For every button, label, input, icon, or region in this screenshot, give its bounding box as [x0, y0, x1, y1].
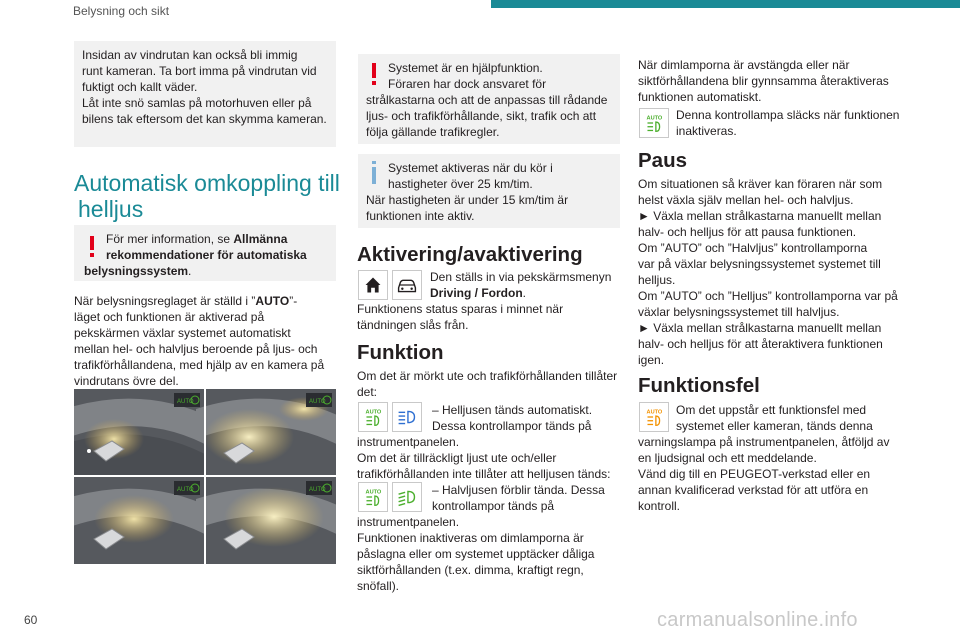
- high-beam-line: instrumentpanelen.: [357, 435, 460, 449]
- car-icon: [392, 270, 422, 300]
- function-line: det:: [357, 385, 378, 399]
- body-line: pekskärmen växlar systemet automatiskt: [74, 326, 291, 340]
- svg-text:AUTO: AUTO: [309, 399, 326, 405]
- warning-link-bold: rekommendationer för automatiska: [106, 248, 307, 262]
- body-line: vindrutans övre del.: [74, 374, 179, 388]
- pause-line: helljus.: [638, 273, 676, 287]
- panel-low-beam-lit-street: [196, 477, 336, 564]
- low-beam-line: instrumentpanelen.: [357, 515, 460, 529]
- fault-line: annan kvalificerad verkstad för att utföra en: [638, 483, 869, 497]
- high-beam-icon: [392, 402, 422, 432]
- fault-line: systemet eller kameran, tänds denna: [676, 419, 873, 433]
- info-line: Låt inte snö samlas på motorhuven eller på: [82, 96, 312, 110]
- svg-text:AUTO: AUTO: [309, 487, 326, 493]
- warning-line: Systemet är en hjälpfunktion.: [388, 61, 543, 75]
- warning-line: strålkastarna och att de anpassas till rådande: [366, 93, 608, 107]
- info-i-stem: [372, 167, 376, 184]
- heading-fault: Funktionsfel: [638, 374, 760, 397]
- body-line: trafikförhållandena, med hjälp av en kamera på: [74, 358, 325, 372]
- reactivation-line: När dimlamporna är avstängda eller när: [638, 58, 850, 72]
- lamp-off-text: [676, 107, 916, 139]
- info-i-icon: [372, 161, 376, 164]
- activation-line: tändningen slås från.: [357, 318, 469, 332]
- pause-line: Om situationen så kräver kan föraren när som: [638, 177, 883, 191]
- pause-paragraph: [638, 176, 918, 368]
- svg-text:AUTO: AUTO: [646, 115, 663, 122]
- high-beam-line: – Helljusen tänds automatiskt.: [432, 403, 593, 417]
- lamp-off-line: inaktiveras.: [676, 124, 737, 138]
- body-line: läget och funktionen är aktiverad på: [74, 310, 265, 324]
- low-beam-continued: [357, 514, 627, 594]
- info-box-camera: [74, 41, 336, 147]
- info-line: bilens tak eftersom det kan skymma kameran.: [82, 112, 327, 126]
- section-title-auto-high-beam: [74, 170, 344, 222]
- auto-headlamp-green-icon: [358, 482, 388, 512]
- pause-line: ► Växla mellan strålkastarna manuellt mellan: [638, 321, 882, 335]
- title-line: Automatisk omkoppling till: [74, 170, 340, 196]
- warning-exclamation-icon: [90, 236, 94, 250]
- body-paragraph: [74, 293, 344, 389]
- fault-line: kontroll.: [638, 499, 681, 513]
- info-line: Systemet aktiveras när du kör i: [388, 161, 553, 175]
- pause-line: var på växlar belysningssystemet systemet till: [638, 257, 881, 271]
- info-line: hastigheter över 25 km/tim.: [388, 177, 533, 191]
- body-line: När belysningsreglaget är ställd i ”: [74, 294, 256, 308]
- low-beam-line: kontrollampor tänds på: [432, 499, 555, 513]
- warning-exclamation-icon: [372, 63, 376, 78]
- function-line: Om det är mörkt ute och trafikförhållanden tillåter: [357, 369, 618, 383]
- fault-line: varningslampa på instrumentpanelen, åtföljd av: [638, 435, 890, 449]
- dark-line: trafikförhållanden inte tillåter att helljusen tänds:: [357, 467, 611, 481]
- panel-high-beam-empty-road: [74, 389, 214, 475]
- menu-path-bold: Driving / Fordon: [430, 286, 523, 300]
- fog-line: Funktionen inaktiveras om dimlamporna är: [357, 531, 584, 545]
- auto-headlamp-orange-icon: [639, 402, 669, 432]
- warning-line: ljus- och trafikförhållande, sikt, trafik och att: [366, 109, 597, 123]
- low-beam-icon: [392, 482, 422, 512]
- auto-label: AUTO: [255, 294, 290, 308]
- activation-line: Funktionens status sparas i minnet när: [357, 302, 564, 316]
- warning-box-recommendations: [74, 225, 336, 281]
- low-beam-line: – Halvljusen förblir tända. Dessa: [432, 483, 605, 497]
- high-beam-continued: [357, 434, 627, 482]
- warning-link-bold: Allmänna: [233, 232, 288, 246]
- fog-line: snöfall).: [357, 579, 400, 593]
- info-box-speed: [358, 154, 620, 228]
- fog-line: siktförhållanden (t.ex. dimma, kraftigt regn,: [357, 563, 584, 577]
- illustration-auto-high-beam: [74, 389, 336, 564]
- warning-end: .: [188, 264, 192, 278]
- high-beam-line: Dessa kontrollampor tänds på: [432, 419, 592, 433]
- pause-line: halv- och helljus för att pausa funktionen.: [638, 225, 857, 239]
- pause-line: växlar belysningssystemet till halvljus.: [638, 305, 840, 319]
- fog-line: påslagna eller om systemet upptäcker dåliga: [357, 547, 595, 561]
- body-line: ”-: [289, 294, 298, 308]
- reactivation-line: siktförhållandena blir gynnsamma återaktiveras: [638, 74, 889, 88]
- fault-line: Vänd dig till en PEUGEOT-verkstad eller en: [638, 467, 871, 481]
- pause-line: halv- och helljus för att återaktivera funktionen: [638, 337, 883, 351]
- watermark: carmanualsonline.info: [657, 609, 858, 631]
- svg-text:AUTO: AUTO: [177, 399, 194, 405]
- fault-line: en ljudsignal och ett meddelande.: [638, 451, 817, 465]
- heading-function: Funktion: [357, 341, 444, 364]
- info-line: När hastigheten är under 15 km/tim är: [366, 193, 569, 207]
- pause-line: ► Växla mellan strålkastarna manuellt mellan: [638, 209, 882, 223]
- svg-text:AUTO: AUTO: [365, 489, 382, 496]
- panel-low-beam-oncoming: [196, 389, 336, 475]
- dark-line: Om det är tillräckligt ljust ute och/eller: [357, 451, 557, 465]
- info-line: runt kameran. Ta bort imma på vindrutan vid: [82, 64, 317, 78]
- pause-line: igen.: [638, 353, 665, 367]
- pause-line: Om ”AUTO” och ”Helljus” kontrollamporna var på: [638, 289, 898, 303]
- info-line: Insidan av vindrutan kan också bli immig: [82, 48, 298, 62]
- home-icon: [358, 270, 388, 300]
- heading-activation: Aktivering/avaktivering: [357, 243, 583, 266]
- reactivation-paragraph: [638, 57, 908, 105]
- warning-exclamation-dot: [372, 81, 376, 85]
- header-accent-bar: [491, 0, 960, 8]
- warning-text: För mer information, se: [106, 232, 234, 246]
- activation-memory: [357, 301, 627, 333]
- panel-low-beam-vehicle-ahead: [74, 477, 214, 564]
- warning-box-assist: [358, 54, 620, 144]
- activation-text: [430, 269, 630, 301]
- pause-line: Om ”AUTO” och ”Halvljus” kontrollamporna: [638, 241, 868, 255]
- lamp-off-line: Denna kontrollampa släcks när funktionen: [676, 108, 900, 122]
- fault-line: Om det uppstår ett funktionsfel med: [676, 403, 867, 417]
- info-line: fuktigt och kallt väder.: [82, 80, 198, 94]
- auto-headlamp-green-icon: [358, 402, 388, 432]
- body-line: mellan hel- och halvljus beroende på ljus- och: [74, 342, 318, 356]
- svg-text:AUTO: AUTO: [365, 409, 382, 416]
- pause-line: helst växla själv mellan hel- och halvljus.: [638, 193, 854, 207]
- activation-line: Den ställs in via pekskärmsmenyn: [430, 270, 612, 284]
- reactivation-line: funktionen automatiskt.: [638, 90, 762, 104]
- warning-exclamation-dot: [90, 253, 94, 257]
- title-line: helljus: [78, 196, 144, 222]
- fault-text: [676, 402, 916, 434]
- svg-text:AUTO: AUTO: [646, 409, 663, 416]
- section-title: Belysning och sikt: [73, 4, 170, 18]
- fault-paragraph: [638, 434, 918, 514]
- svg-text:AUTO: AUTO: [177, 487, 194, 493]
- high-beam-text: [432, 402, 632, 434]
- low-beam-text: [432, 482, 632, 514]
- warning-link-bold: belysningssystem: [84, 264, 189, 278]
- function-intro: [357, 368, 627, 400]
- auto-headlamp-green-icon: [639, 108, 669, 138]
- activation-period: .: [522, 286, 527, 300]
- heading-pause: Paus: [638, 149, 687, 172]
- page-number: 60: [24, 613, 38, 627]
- warning-line: följa gällande trafikregler.: [366, 125, 500, 139]
- info-line: funktionen inte aktiv.: [366, 209, 475, 223]
- warning-line: Föraren har dock ansvaret för: [388, 77, 547, 91]
